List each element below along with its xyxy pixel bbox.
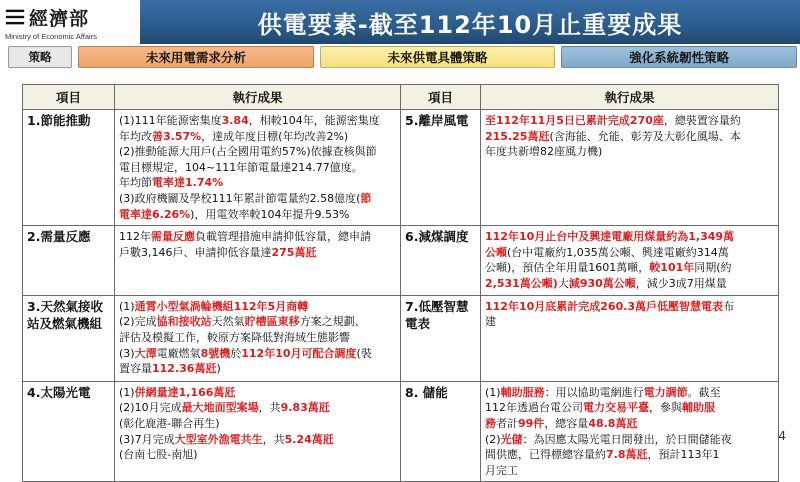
strategy-bar [0,44,800,70]
text-segment: ：為因應太陽光電日間發出，於日間儲能夜 [522,432,732,446]
text-segment: 公噸)，預估全年用量1601萬噸， [485,261,650,275]
text-segment: 置容量 [119,362,152,376]
text-segment: 112年10月底累計完成260.3萬戶低壓智慧電表 [485,299,724,313]
result-line [485,400,774,416]
text-segment: 輔助服務 [500,385,545,399]
ministry-logo [0,0,140,44]
text-segment: 。截至 [687,385,721,399]
text-segment: 同期(約 [694,261,732,275]
result-line [119,361,396,377]
result-line [119,314,396,330]
result-line [119,346,396,362]
text-segment: (台南七股-南旭) [119,448,198,462]
result-line [485,314,774,330]
text-segment: 至112年11月5日已累計完成270座 [485,114,664,127]
result-line [119,144,396,160]
text-segment: 7.8萬瓩 [606,448,648,462]
result-line [119,113,396,129]
text-segment: 大型室外漁電共生 [174,432,263,446]
table-row [23,110,779,226]
hamburger-icon [4,6,26,28]
text-segment: (1)111年能源密集度 [119,114,222,127]
text-segment: (1) [119,299,135,313]
text-segment: 5.24萬瓩 [284,432,334,446]
text-segment: (3) [119,346,135,360]
text-segment: ，預計113年1 [647,448,720,462]
text-segment: 275萬瓩 [271,245,317,259]
header-item-right: 項目 [401,85,481,110]
table-header-row [23,85,779,110]
text-segment: 電力交易平臺 [583,401,649,415]
tab-supply-strategy[interactable]: 未來供電具體策略 [320,46,556,68]
text-segment: 評估及模擬工作，較原方案降低對海域生態影響 [119,330,350,344]
text-segment: 節 [360,192,372,206]
header-result-left: 執行成果 [115,85,401,110]
text-segment: ，總容量 [544,416,589,430]
text-segment: 方案之規劃、 [299,315,366,329]
result-line [485,144,774,160]
text-segment: 通霄小型氣渦輪機組112年5月商轉 [134,299,309,313]
item-cell: 1.節能推動 [23,110,115,226]
text-segment: 者計 [496,416,518,430]
text-segment: 電率達6.26% [119,207,191,221]
text-segment: 112.36萬瓩 [152,362,217,376]
result-cell [115,381,401,482]
item-cell: 4.太陽光電 [23,381,115,482]
text-segment: 112年透過台電公司 [485,401,583,415]
result-line [119,400,396,416]
table-row [23,381,779,482]
text-segment: 較101年 [649,261,695,275]
tab-demand-analysis[interactable]: 未來用電需求分析 [78,46,314,68]
result-line [119,160,396,176]
text-segment: 併網量達1,166萬瓩 [134,385,236,399]
text-segment: 年度共新增82座風力機) [485,145,603,159]
result-line [485,229,774,245]
text-segment: ，相較104年，能源密集度 [248,114,380,127]
table-row [23,295,779,381]
text-segment: 大 [557,277,569,291]
result-line [119,229,396,245]
text-segment: 戶數3,146戶、申請抑低容量達 [119,245,272,259]
item-cell: 2.需量反應 [23,226,115,295]
text-segment: 於 [230,346,242,360]
result-line [119,129,396,145]
table-row [23,226,779,295]
text-segment: 112年10月可配合調度 [241,346,357,360]
result-line [485,245,774,261]
result-line [485,129,774,145]
text-segment: 月完工 [485,463,518,477]
table-body [23,110,779,482]
result-cell [115,110,401,226]
header-item-left: 項目 [23,85,115,110]
text-segment: 48.8萬瓩 [588,416,638,430]
text-segment: 2,531萬公噸) [485,277,558,291]
text-segment: 9.83萬瓩 [280,401,330,415]
text-segment: (含海能、允能、彰芳及大彰化風場、本 [549,129,741,143]
text-segment: 布 [723,299,735,313]
text-segment: 電力調節 [643,385,688,399]
text-segment: 大潭 [134,346,157,360]
text-segment: 協和接收站 [156,315,212,329]
text-segment: (彰化鹿港-聯合再生) [119,416,220,430]
page-title: 供電要素-截至112年10月止重要成果 [257,10,683,39]
text-segment: 貯槽區東移 [244,315,300,329]
text-segment: ：用以協助電網進行 [544,385,644,399]
logo-title-en: Ministry of Economic Affairs [5,31,97,41]
result-line [119,245,396,261]
result-line [119,175,396,191]
text-segment: 112年10月止台中及興達電廠用煤量約為1,349萬 [485,230,735,244]
results-table-wrap [22,84,778,477]
result-cell [481,226,779,295]
text-segment: )，用電效率較104年提升9.53% [190,207,350,221]
result-line [119,330,396,346]
text-segment: ，共 [262,432,285,446]
text-segment: (2) [485,432,501,446]
text-segment: 公噸 [485,245,507,259]
text-segment: (裝 [356,346,372,360]
text-segment: ) [216,362,221,376]
result-line [119,447,396,463]
result-line [485,416,774,432]
item-cell: 5.離岸風電 [401,110,481,226]
text-segment: 光儲 [500,432,523,446]
text-segment: 111年累計節電量約2.58億度( [211,192,361,206]
text-segment: (2)10月完成 [119,401,182,415]
text-segment: 215.25萬瓩 [485,129,550,143]
result-line [485,463,774,479]
text-segment: 最大地面型案場 [181,401,259,415]
text-segment: 輔助服 [682,401,715,415]
text-segment: 電率達1.74% [152,176,224,190]
item-cell: 8. 儲能 [401,381,481,482]
text-segment: 電目標規定，104~111年節電量達214.77億度。 [119,160,363,174]
result-line [119,432,396,448]
logo-title-zh: 經濟部 [29,7,90,30]
result-line [485,385,774,401]
text-segment: ，減少3成7用煤量 [635,277,727,291]
text-segment: 99件 [518,416,545,430]
text-segment: ，總裝置容量約 [663,114,741,127]
result-cell [481,110,779,226]
result-cell [115,295,401,381]
item-cell: 6.減煤調度 [401,226,481,295]
result-cell [481,295,779,381]
results-table [22,84,779,482]
text-segment: (3)7月完成 [119,432,175,446]
text-segment: 天然氣 [211,315,245,329]
text-segment: (1) [119,385,135,399]
text-segment: (1) [485,385,501,399]
header-result-right: 執行成果 [481,85,779,110]
result-line [119,299,396,315]
result-cell [115,226,401,295]
text-segment: (2)推動能源大用戶(占全國用電約57%)依據查核與節 [119,145,377,159]
item-cell: 7.低壓智慧電表 [401,295,481,381]
text-segment: 電廠燃氣 [156,346,201,360]
text-segment: 3.84 [221,114,249,127]
result-line [119,385,396,401]
result-line [485,432,774,448]
strategy-label: 策略 [8,46,72,68]
text-segment: 間供應，已得標總容量約 [485,448,606,462]
text-segment: (台中電廠約1,035萬公噸、興達電廠約314萬 [507,245,729,259]
text-segment: 年均節 [119,176,152,190]
text-segment: 減930萬公噸 [568,277,636,291]
text-segment: ，達成年度目標(年均改善2%) [201,129,349,143]
text-segment: 需量反應 [151,230,195,244]
result-line [485,447,774,463]
text-segment: 8號機 [200,346,231,360]
text-segment: ，共 [258,401,281,415]
item-cell: 3.天然氣接收站及燃氣機組 [23,295,115,381]
text-segment: 年均改 [119,129,152,143]
result-cell [481,381,779,482]
result-line [485,276,774,292]
text-segment: 善3.57% [152,129,202,143]
text-segment: (2)完成 [119,315,157,329]
text-segment: 112年 [119,230,151,244]
text-segment: ，參與 [649,401,682,415]
text-segment: 務 [485,416,496,430]
result-line [119,207,396,223]
result-line [119,191,396,207]
result-line [119,416,396,432]
page-number: 4 [778,429,786,443]
text-segment: 負載管理措施申請抑低容量，總申請 [195,230,371,244]
result-line [485,260,774,276]
logo-row [0,4,140,31]
result-line [485,113,774,129]
tab-system-resilience[interactable]: 強化系統韌性策略 [561,46,797,68]
text-segment: 建 [485,315,496,329]
result-line [485,299,774,315]
text-segment: (3)政府機關及學校 [119,192,212,206]
